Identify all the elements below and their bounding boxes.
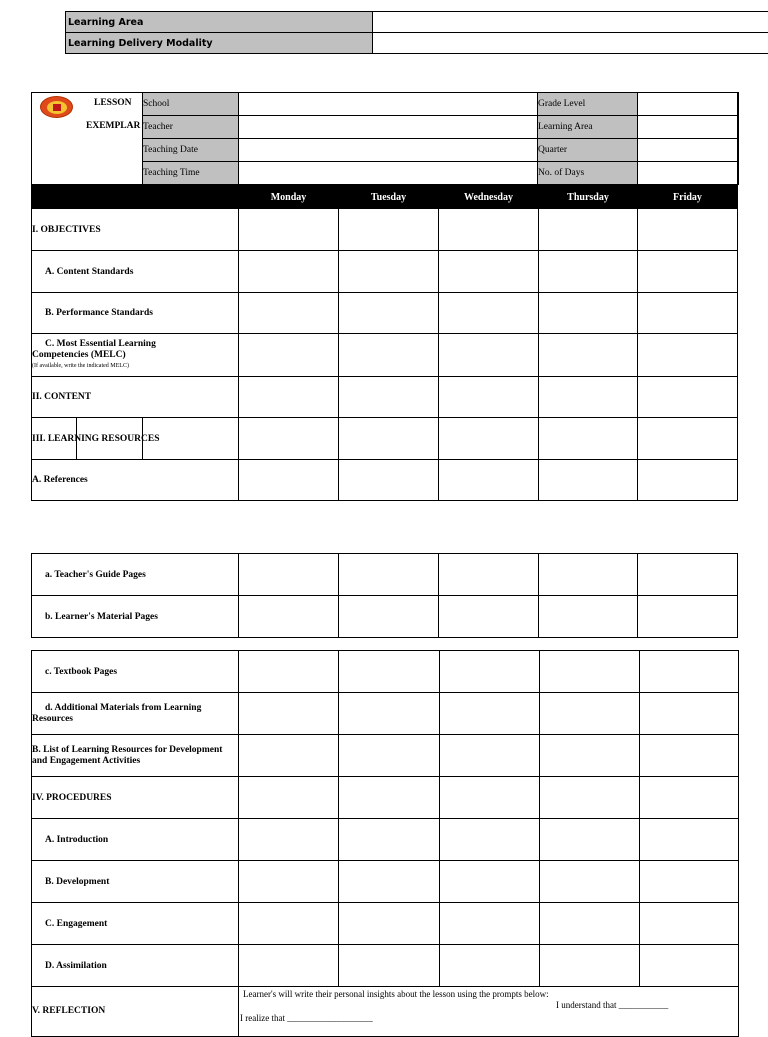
day-monday: Monday	[239, 186, 339, 209]
learning-area-field-2[interactable]	[638, 116, 739, 139]
day-wednesday: Wednesday	[439, 186, 539, 209]
cell[interactable]	[540, 777, 640, 819]
quarter-label: Quarter	[538, 139, 638, 162]
cell[interactable]	[339, 735, 440, 777]
cell[interactable]	[339, 334, 439, 377]
reflection-understand: I understand that ___________	[239, 1000, 738, 1011]
cell[interactable]	[440, 903, 540, 945]
cell[interactable]	[339, 377, 439, 418]
grade-level-label: Grade Level	[538, 93, 638, 116]
school-seal-logo	[40, 96, 73, 118]
cell[interactable]	[440, 735, 540, 777]
school-field[interactable]	[239, 93, 540, 116]
delivery-modality-label: Learning Delivery Modality	[66, 33, 373, 54]
cell[interactable]	[339, 418, 439, 460]
learning-area-table	[65, 11, 768, 54]
cell[interactable]	[440, 651, 540, 693]
teachers-guide-label: a. Teacher's Guide Pages	[32, 554, 239, 596]
cell[interactable]	[339, 554, 439, 596]
cell[interactable]	[439, 418, 539, 460]
cell[interactable]	[339, 293, 439, 334]
cell[interactable]	[339, 777, 440, 819]
learning-area-label-2: Learning Area	[538, 116, 638, 139]
list-resources-label	[32, 735, 239, 777]
cell[interactable]	[640, 777, 739, 819]
day-tuesday: Tuesday	[339, 186, 439, 209]
cell[interactable]	[539, 596, 638, 638]
cell[interactable]	[540, 903, 640, 945]
cell[interactable]	[239, 418, 339, 460]
cell[interactable]	[640, 945, 739, 987]
reflection-realize: I realize that ___________________	[239, 1011, 738, 1024]
cell[interactable]	[640, 903, 739, 945]
cell[interactable]	[539, 554, 638, 596]
reflection-label: V. REFLECTION	[32, 987, 239, 1037]
cell[interactable]	[239, 377, 339, 418]
divider	[76, 418, 77, 459]
cell[interactable]	[239, 251, 339, 293]
lesson-header	[31, 92, 738, 185]
table-row	[32, 777, 739, 819]
teaching-date-label: Teaching Date	[143, 139, 239, 162]
cell[interactable]	[638, 554, 738, 596]
cell[interactable]	[439, 377, 539, 418]
cell[interactable]	[638, 251, 738, 293]
cell[interactable]	[440, 819, 540, 861]
quarter-field[interactable]	[638, 139, 739, 162]
cell[interactable]	[638, 377, 738, 418]
teaching-time-label: Teaching Time	[143, 162, 239, 185]
cell[interactable]	[239, 735, 339, 777]
cell[interactable]	[638, 293, 738, 334]
header-blank	[32, 186, 239, 209]
cell[interactable]	[339, 596, 439, 638]
cell[interactable]	[239, 777, 339, 819]
cell[interactable]	[439, 460, 539, 501]
learning-area-label: Learning Area	[66, 12, 373, 33]
cell[interactable]	[339, 460, 439, 501]
cell[interactable]	[339, 945, 440, 987]
cell[interactable]	[339, 693, 440, 735]
cell[interactable]	[239, 460, 339, 501]
additional-line1: d. Additional Materials from Learning	[32, 703, 238, 714]
learning-resources-text: III. LEARNING RESOURCES	[32, 434, 160, 444]
table-row	[32, 693, 739, 735]
cell[interactable]	[239, 554, 339, 596]
learning-resources-label	[32, 418, 239, 460]
teacher-field[interactable]	[239, 116, 540, 139]
objectives-label: I. OBJECTIVES	[32, 209, 239, 251]
cell[interactable]	[539, 334, 638, 377]
no-of-days-field[interactable]	[638, 162, 739, 185]
melc-line2: Competencies (MELC)	[32, 350, 238, 361]
development-label: B. Development	[32, 861, 239, 903]
cell[interactable]	[540, 945, 640, 987]
content-label: II. CONTENT	[32, 377, 239, 418]
performance-standards-label: B. Performance Standards	[32, 293, 239, 334]
cell[interactable]	[239, 209, 339, 251]
textbook-pages-label: c. Textbook Pages	[32, 651, 239, 693]
references-label: A. References	[32, 460, 239, 501]
cell[interactable]	[638, 460, 738, 501]
table-row	[32, 945, 739, 987]
table-row	[32, 377, 738, 418]
exemplar-label: EXEMPLAR	[86, 121, 140, 131]
cell[interactable]	[339, 209, 439, 251]
cell[interactable]	[640, 735, 739, 777]
cell[interactable]	[239, 293, 339, 334]
table-row	[32, 903, 739, 945]
table-row	[32, 596, 738, 638]
cell[interactable]	[539, 377, 638, 418]
cell[interactable]	[640, 819, 739, 861]
lesson-plan-table-1	[31, 185, 738, 501]
table-row	[32, 460, 738, 501]
table-row	[32, 554, 738, 596]
cell[interactable]	[640, 651, 739, 693]
content-standards-label: A. Content Standards	[32, 251, 239, 293]
procedures-label: IV. PROCEDURES	[32, 777, 239, 819]
day-friday: Friday	[638, 186, 738, 209]
cell[interactable]	[339, 251, 439, 293]
cell[interactable]	[638, 209, 738, 251]
engagement-label: C. Engagement	[32, 903, 239, 945]
additional-materials-label	[32, 693, 239, 735]
table-row	[32, 819, 739, 861]
cell[interactable]	[540, 819, 640, 861]
melc-label	[32, 334, 239, 377]
cell[interactable]	[539, 293, 638, 334]
cell[interactable]	[638, 334, 738, 377]
list-line2: and Engagement Activities	[32, 756, 238, 767]
lesson-plan-table-3	[31, 650, 739, 1037]
learning-area-field[interactable]	[373, 12, 768, 33]
school-label: School	[143, 93, 239, 116]
cell[interactable]	[339, 903, 440, 945]
melc-note: (If available, write the indicated MELC)	[32, 361, 238, 372]
additional-line2: Resources	[32, 714, 238, 725]
grade-level-field[interactable]	[638, 93, 739, 116]
cell[interactable]	[239, 596, 339, 638]
cell[interactable]	[540, 693, 640, 735]
cell[interactable]	[339, 819, 440, 861]
delivery-modality-field[interactable]	[373, 33, 768, 54]
table-row	[32, 209, 738, 251]
cell[interactable]	[539, 418, 638, 460]
table-row	[32, 251, 738, 293]
header-right-fields	[537, 92, 739, 185]
cell[interactable]	[239, 334, 339, 377]
teaching-date-field[interactable]	[239, 139, 540, 162]
cell[interactable]	[640, 693, 739, 735]
cell[interactable]	[239, 861, 339, 903]
table-row	[32, 334, 738, 377]
cell[interactable]	[439, 293, 539, 334]
introduction-label: A. Introduction	[32, 819, 239, 861]
table-row	[32, 651, 739, 693]
cell[interactable]	[440, 777, 540, 819]
cell[interactable]	[540, 651, 640, 693]
table-row	[32, 418, 738, 460]
assimilation-label: D. Assimilation	[32, 945, 239, 987]
header-left-fields	[142, 92, 540, 185]
no-of-days-label: No. of Days	[538, 162, 638, 185]
cell[interactable]	[339, 861, 440, 903]
teaching-time-field[interactable]	[239, 162, 540, 185]
cell[interactable]	[539, 209, 638, 251]
cell[interactable]	[239, 903, 339, 945]
cell[interactable]	[540, 735, 640, 777]
list-line1: B. List of Learning Resources for Development	[32, 745, 238, 756]
cell[interactable]	[539, 460, 638, 501]
divider	[142, 418, 143, 459]
cell[interactable]	[640, 861, 739, 903]
cell[interactable]	[440, 861, 540, 903]
table-row	[32, 987, 739, 1037]
lesson-label: LESSON	[94, 98, 132, 108]
cell[interactable]	[638, 596, 738, 638]
cell[interactable]	[439, 209, 539, 251]
day-thursday: Thursday	[539, 186, 638, 209]
cell[interactable]	[239, 651, 339, 693]
cell[interactable]	[539, 251, 638, 293]
teacher-label: Teacher	[143, 116, 239, 139]
cell[interactable]	[540, 861, 640, 903]
cell[interactable]	[439, 596, 539, 638]
table-row	[32, 861, 739, 903]
cell[interactable]	[239, 819, 339, 861]
lesson-plan-table-2	[31, 553, 738, 638]
cell[interactable]	[440, 693, 540, 735]
melc-line1: C. Most Essential Learning	[32, 339, 238, 350]
reflection-prompt: Learner's will write their personal insights about the lesson using the prompts below:	[239, 987, 738, 1000]
cell[interactable]	[440, 945, 540, 987]
cell[interactable]	[339, 651, 440, 693]
cell[interactable]	[638, 418, 738, 460]
cell[interactable]	[439, 554, 539, 596]
cell[interactable]	[439, 251, 539, 293]
cell[interactable]	[239, 693, 339, 735]
table-row	[32, 735, 739, 777]
cell[interactable]	[439, 334, 539, 377]
reflection-cell[interactable]	[239, 987, 739, 1037]
learners-material-label: b. Learner's Material Pages	[32, 596, 239, 638]
table-row	[32, 293, 738, 334]
cell[interactable]	[239, 945, 339, 987]
